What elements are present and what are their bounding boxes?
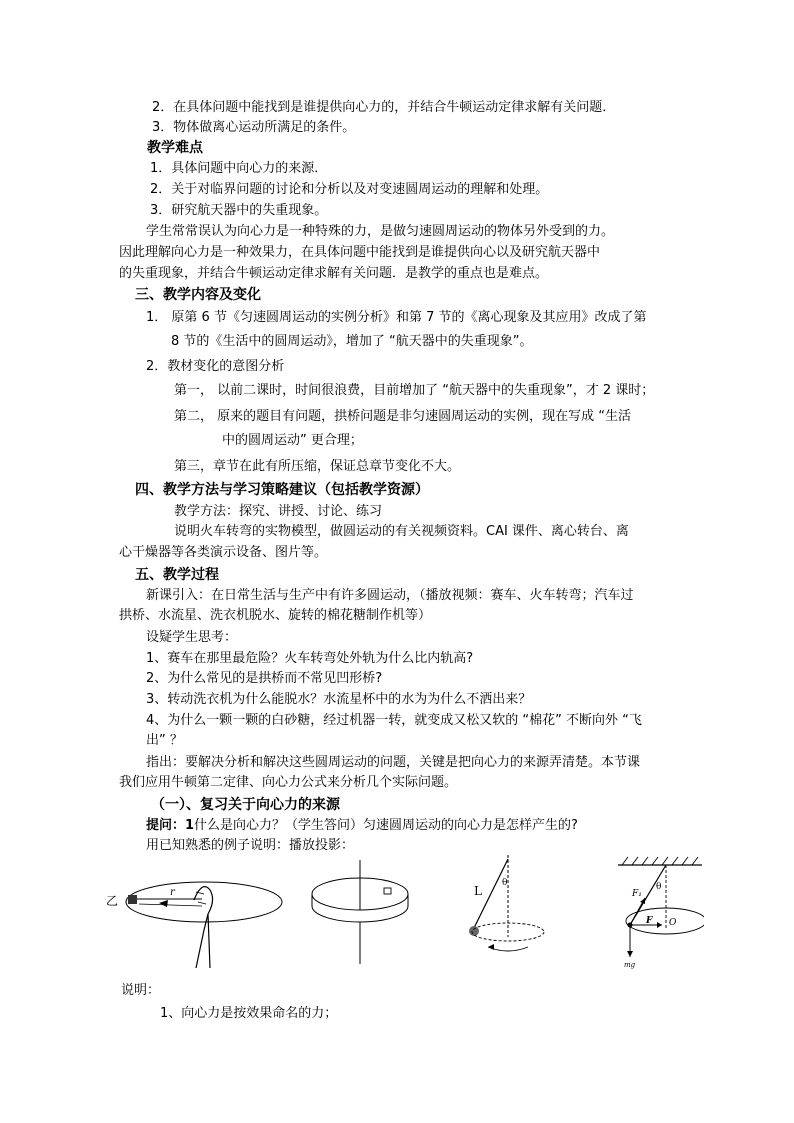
figure-4-bob <box>628 923 633 928</box>
figure-1-orbit <box>126 882 282 922</box>
change-first: 第一， 以前二课时，时间很浪费，目前增加了 “航天器中的失重现象”，才 2 课时； <box>174 383 655 398</box>
explanation-1: 1、向心力是按效果命名的力； <box>160 1006 338 1021</box>
change-second-line-2: 中的圆周运动” 更合理； <box>222 433 363 448</box>
figure-4-label-F: F <box>646 916 653 926</box>
figure-1-label-r: r <box>170 887 175 898</box>
difficulty-3: 3．研究航天器中的失重现象。 <box>150 203 328 218</box>
figure-4-gravity-arrow <box>627 951 633 957</box>
figure-4-label-theta: θ <box>656 882 662 892</box>
question-centripetal <box>146 817 578 835</box>
difficulty-2: 2．关于对临界问题的讨论和分析以及对变速圆周运动的理解和处理。 <box>150 182 549 197</box>
figure-2-block <box>384 888 391 894</box>
point-line-1: 指出：要解决分析和解决这些圆周运动的问题，关键是把向心力的来源弄清楚。本节课 <box>146 755 641 770</box>
section-4-resources-line-1: 说明火车转弯的实物模型，做圆运动的有关视频资料。CAI 课件、离心转台、离 <box>174 524 629 539</box>
figure-3-bob <box>469 926 479 936</box>
objective-3: 3．物体做离心运动所满足的条件。 <box>152 120 356 135</box>
difficulty-heading: 教学难点 <box>147 140 203 156</box>
intro-line-2: 拱桥、水流星、洗衣机脱水、旋转的棉花糖制作机等） <box>119 608 432 623</box>
section-4-heading: 四、教学方法与学习策略建议（包括教学资源） <box>135 482 429 498</box>
section-4-methods: 教学方法：探究、讲授、讨论、练习 <box>174 504 383 519</box>
figure-1-arrow <box>159 900 168 907</box>
figure-4-net-force-arrow <box>657 922 662 928</box>
projection-intro: 用已知熟悉的例子说明：播放投影： <box>146 838 355 853</box>
figure-4-label-O: O <box>669 918 677 928</box>
question-centripetal-label: 提问：1 <box>146 818 195 833</box>
figure-4-label-F1: F₁ <box>632 889 642 899</box>
figure-turntable <box>308 860 424 966</box>
question-2: 2、为什么常见的是拱桥而不常见凹形桥? <box>146 671 383 686</box>
figure-3-label-L: L <box>474 884 482 898</box>
section-3-heading: 三、教学内容及变化 <box>135 287 261 303</box>
section-5-heading: 五、教学过程 <box>135 567 219 583</box>
question-prompt: 设疑学生思考： <box>146 630 238 645</box>
figure-1-label-left: 乙 <box>106 894 119 908</box>
question-centripetal-text: 什么是向心力？（学生答问）匀速圆周运动的向心力是怎样产生的? <box>194 818 578 833</box>
figure-ball-on-string <box>104 860 284 972</box>
difficulty-1: 1．具体问题中向心力的来源． <box>150 161 328 176</box>
figure-force-diagram <box>612 853 704 971</box>
figure-4-label-mg: mg <box>624 961 636 969</box>
figure-3-label-theta: θ <box>502 878 508 888</box>
figure-conical-pendulum <box>462 855 570 967</box>
section-3-item-2: 2．教材变化的意图分析 <box>146 359 285 374</box>
section-3-item-1-line-1: 1． 原第 6 节《匀速圆周运动的实例分析》和第 7 节的《离心现象及其应用》改成了第 <box>146 310 647 325</box>
figure-1-ball <box>128 895 137 904</box>
figure-4-hatching <box>622 857 698 865</box>
section-4-resources-line-2: 心干燥器等各类演示设备、图片等。 <box>119 545 328 560</box>
change-third: 第三，章节在此有所压缩，保证总章节变化不大。 <box>174 459 461 474</box>
question-3: 3、转动洗衣机为什么能脱水？水流星杯中的水为为什么不洒出来？ <box>146 692 532 707</box>
figure-3-rotation-arrow <box>488 944 494 950</box>
paragraph-1-line-2: 因此理解向心力是一种效果力，在具体问题中能找到是谁提供向心以及研究航天器中 <box>119 245 601 260</box>
section-3-item-1-line-2: 8 节的《生活中的圆周运动》，增加了 “航天器中的失重现象”。 <box>171 334 533 349</box>
figure-1-radius-line <box>139 904 202 906</box>
point-line-2: 我们应用牛顿第二定律、向心力公式来分析几个实际问题。 <box>119 775 458 790</box>
question-1: 1、赛车在那里最危险？火车转弯处外轨为什么比内轨高? <box>146 651 474 666</box>
question-4-line-1: 4、为什么一颗一颗的白砂糖，经过机器一转，就变成又松又软的 “棉花” 不断向外 “飞 <box>146 713 642 728</box>
intro-line-1: 新课引入：在日常生活与生产中有许多圆运动，（播放视频：赛车、火车转弯；汽车过 <box>146 588 634 603</box>
change-second-line-1: 第二， 原来的题目有问题，拱桥问题是非匀速圆周运动的实例，现在写成 “生活 <box>174 409 632 424</box>
paragraph-1-line-1: 学生常常误认为向心力是一种特殊的力，是做匀速圆周运动的物体另外受到的力。 <box>146 224 615 239</box>
question-4-line-2: 出” ？ <box>146 733 183 748</box>
explanation-heading: 说明： <box>121 983 161 998</box>
subsection-1-heading: （一）、复习关于向心力的来源 <box>151 797 340 813</box>
paragraph-1-line-3: 的失重现象，并结合牛顿运动定律求解有关问题．是教学的重点也是难点。 <box>119 266 549 281</box>
objective-2: 2．在具体问题中能找到是谁提供向心力的，并结合牛顿运动定律求解有关问题． <box>152 100 616 115</box>
